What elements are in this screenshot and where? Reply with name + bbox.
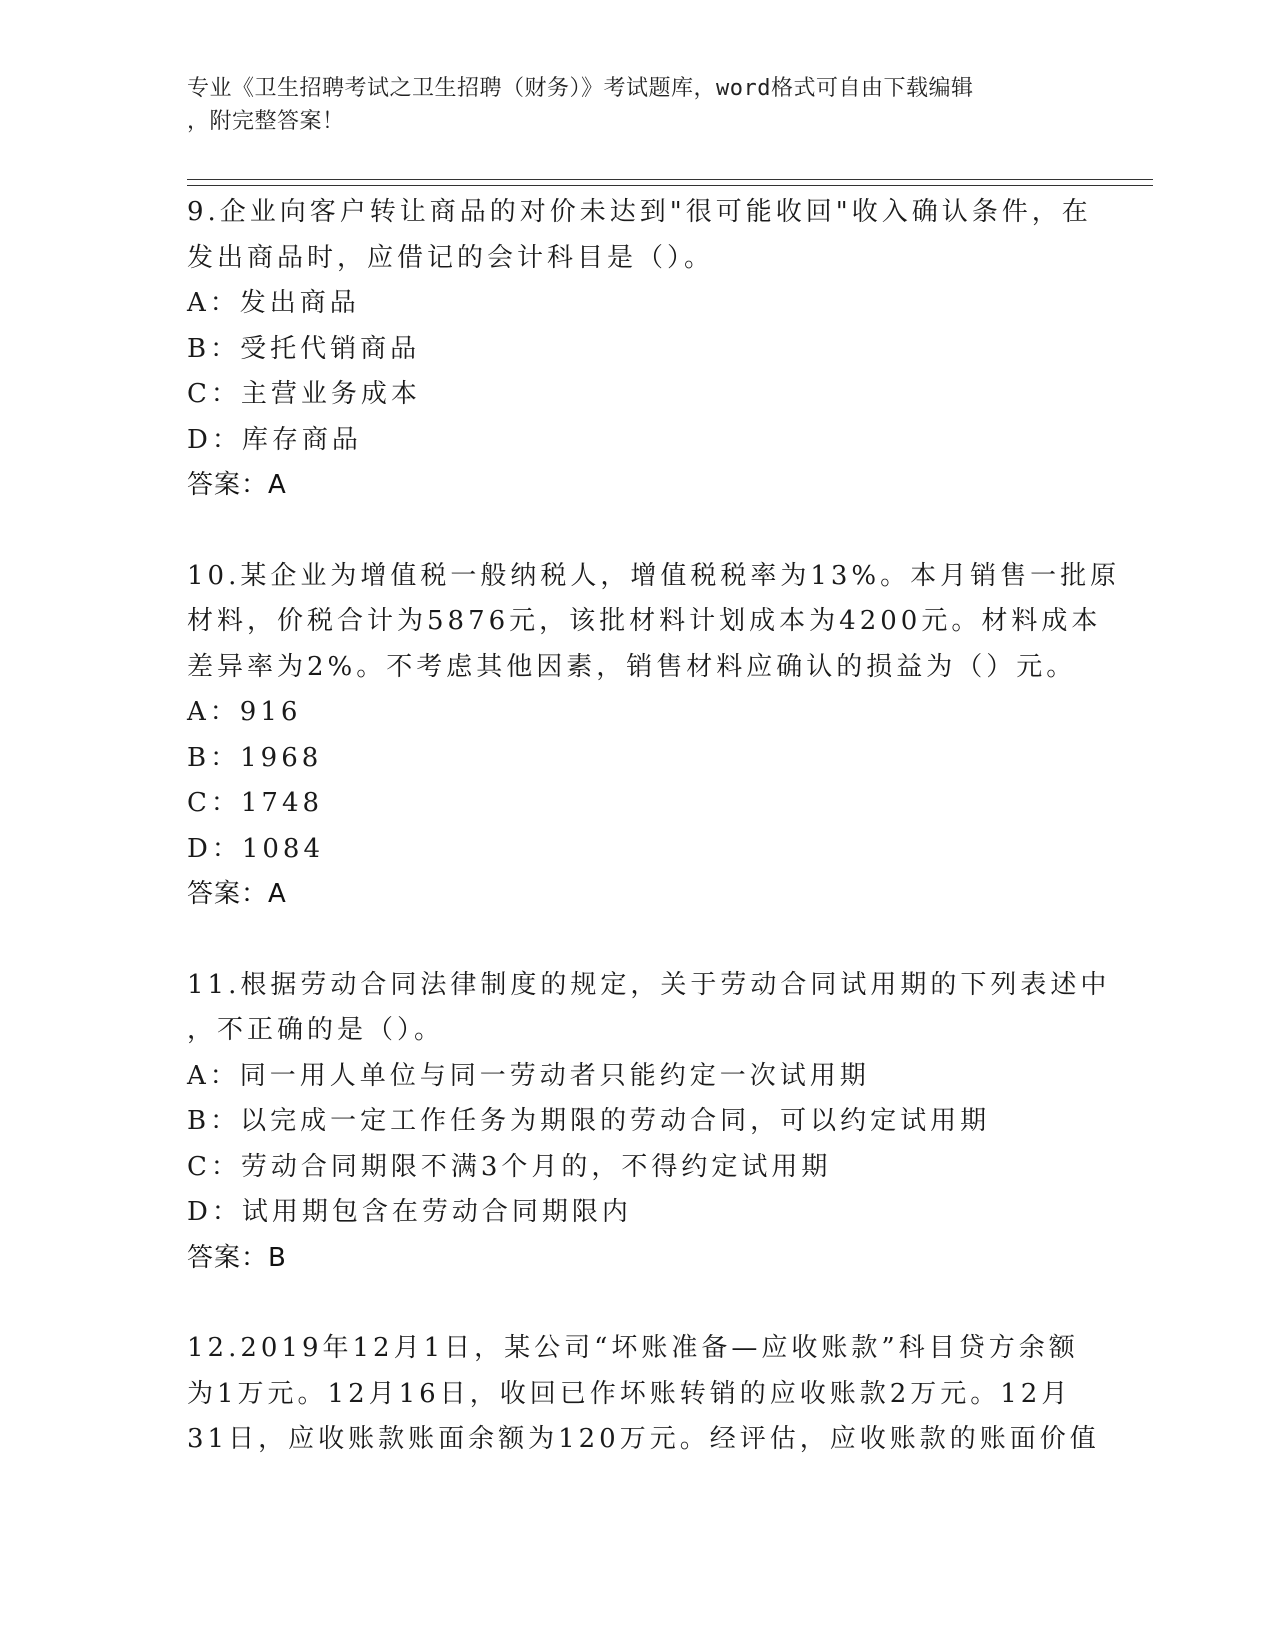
option-a: A：同一用人单位与同一劳动者只能约定一次试用期 <box>187 1060 870 1091</box>
header-divider-bottom <box>187 185 1153 186</box>
option-a: A：发出商品 <box>187 288 360 318</box>
question-spacer <box>187 918 1087 963</box>
question-stem-line: ，不正确的是（）。 <box>187 1015 445 1045</box>
question-spacer <box>187 509 1087 554</box>
option-c: C：主营业务成本 <box>187 379 421 409</box>
question-stem-line: 材料，价税合计为5876元，该批材料计划成本为4200元。材料成本 <box>187 606 1102 636</box>
header-line-1: 专业《卫生招聘考试之卫生招聘（财务）》考试题库，word格式可自由下载编辑 <box>187 76 974 101</box>
document-header <box>187 72 1067 138</box>
question-12 <box>187 1326 1100 1463</box>
option-c: C：1748 <box>187 788 324 818</box>
header-line-2: ，附完整答案！ <box>187 109 345 134</box>
answer-label: 答案：B <box>187 1242 287 1273</box>
question-stem-line: 31日，应收账款账面余额为120万元。经评估，应收账款的账面价值 <box>187 1424 1100 1454</box>
header-divider-top <box>187 179 1153 180</box>
answer-label: 答案：A <box>187 470 287 500</box>
question-stem-line: 发出商品时，应借记的会计科目是（）。 <box>187 242 715 273</box>
question-stem-line: 9.企业向客户转让商品的对价未达到"很可能收回"收入确认条件，在 <box>187 197 1092 227</box>
question-list <box>187 190 1121 1463</box>
option-b: B：1968 <box>187 742 323 773</box>
option-d: D：库存商品 <box>187 424 362 455</box>
option-c: C：劳动合同期限不满3个月的，不得约定试用期 <box>187 1151 832 1182</box>
option-d: D：试用期包含在劳动合同期限内 <box>187 1197 632 1227</box>
question-9 <box>187 190 1092 509</box>
question-stem-line: 差异率为2%。不考虑其他因素，销售材料应确认的损益为（）元。 <box>187 651 1077 682</box>
question-stem-line: 12.2019年12月1日，某公司“坏账准备—应收账款”科目贷方余额 <box>187 1333 1079 1363</box>
option-a: A：916 <box>187 697 302 727</box>
question-11 <box>187 963 1111 1282</box>
question-10 <box>187 554 1121 918</box>
question-stem-line: 为1万元。12月16日，收回已作坏账转销的应收账款2万元。12月 <box>187 1378 1072 1409</box>
option-b: B：受托代销商品 <box>187 333 421 364</box>
question-spacer <box>187 1281 1087 1326</box>
answer-label: 答案：A <box>187 879 287 909</box>
option-b: B：以完成一定工作任务为期限的劳动合同，可以约定试用期 <box>187 1106 991 1136</box>
question-stem-line: 11.根据劳动合同法律制度的规定，关于劳动合同试用期的下列表述中 <box>187 969 1111 1000</box>
option-d: D：1084 <box>187 833 325 864</box>
question-stem-line: 10.某企业为增值税一般纳税人，增值税税率为13%。本月销售一批原 <box>187 560 1121 591</box>
